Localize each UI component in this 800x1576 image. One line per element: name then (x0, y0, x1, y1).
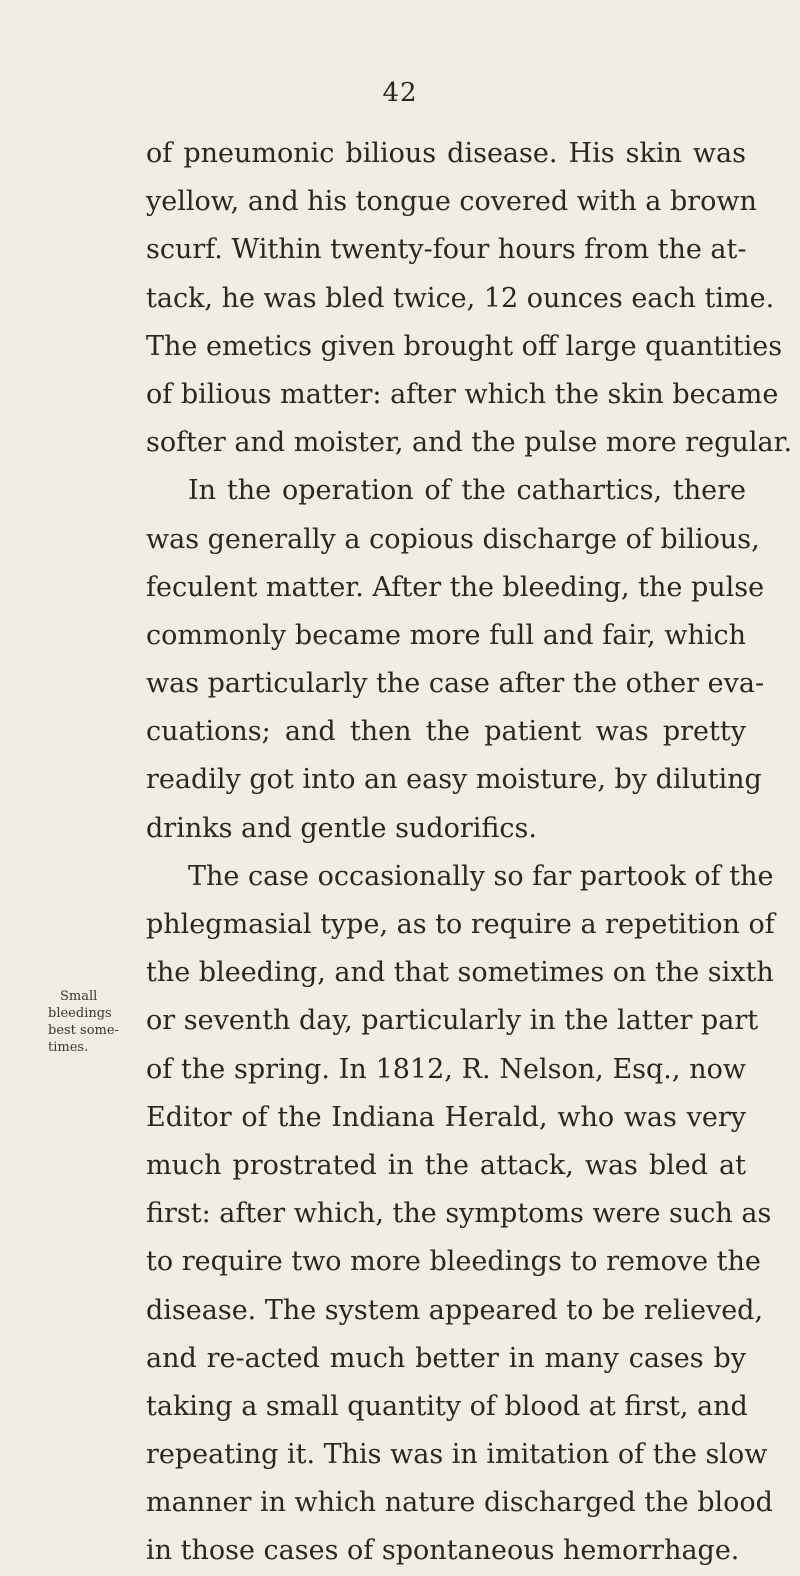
paragraph-start-line: In the operation of the cathartics, there (188, 475, 746, 507)
text-line: to require two more bleedings to remove the (146, 1246, 761, 1278)
text-line: of the spring. In 1812, R. Nelson, Esq., now (146, 1053, 746, 1085)
text-line: or seventh day, particularly in the latter part (146, 1005, 759, 1037)
text-line: repeating it. This was in imitation of the slow (146, 1439, 768, 1471)
text-line: scurf. Within twenty-four hours from the at- (146, 234, 747, 266)
margin-note-line: best some- (48, 1023, 119, 1038)
text-line: much prostrated in the attack, was bled at (146, 1149, 746, 1181)
body-text (146, 130, 793, 1576)
margin-note-line: Small (60, 989, 98, 1004)
text-line: commonly became more full and fair, which (146, 619, 746, 651)
text-line: softer and moister, and the pulse more regular. (146, 427, 793, 459)
text-line: the bleeding, and that sometimes on the sixth (146, 957, 774, 989)
text-line: was generally a copious discharge of bilious, (146, 523, 760, 555)
text-line: drinks and gentle sudorifics. (146, 812, 537, 844)
text-line: of bilious matter: after which the skin became (146, 378, 779, 410)
text-line: in those cases of spontaneous hemorrhage. (146, 1535, 740, 1567)
margin-note-line: bleedings (48, 1006, 112, 1021)
text-line: feculent matter. After the bleeding, the pulse (146, 571, 765, 603)
text-line: yellow, and his tongue covered with a brown (146, 186, 757, 218)
text-line: taking a small quantity of blood at first, and (146, 1390, 748, 1422)
text-line: phlegmasial type, as to require a repetition of (146, 909, 775, 940)
paragraph-start-line: The case occasionally so far partook of the (188, 860, 774, 892)
text-line: and re-acted much better in many cases by (146, 1342, 746, 1374)
text-line: disease. The system appeared to be relieved, (146, 1294, 764, 1326)
margin-note (48, 988, 134, 1056)
text-line: manner in which nature discharged the blood (146, 1487, 773, 1519)
text-line: Editor of the Indiana Herald, who was very (146, 1101, 746, 1133)
text-line: cuations; and then the patient was pretty (146, 716, 746, 748)
text-line: first: after which, the symptoms were such as (146, 1198, 772, 1230)
text-line: of pneumonic bilious disease. His skin was (146, 138, 746, 169)
margin-note-line: times. (48, 1040, 89, 1055)
page-number: 42 (382, 78, 418, 108)
text-line: tack, he was bled twice, 12 ounces each time. (146, 282, 775, 314)
text-line: The emetics given brought off large quantities (146, 330, 783, 362)
text-line: readily got into an easy moisture, by diluting (146, 764, 762, 796)
text-line: was particularly the case after the other eva- (146, 668, 765, 700)
